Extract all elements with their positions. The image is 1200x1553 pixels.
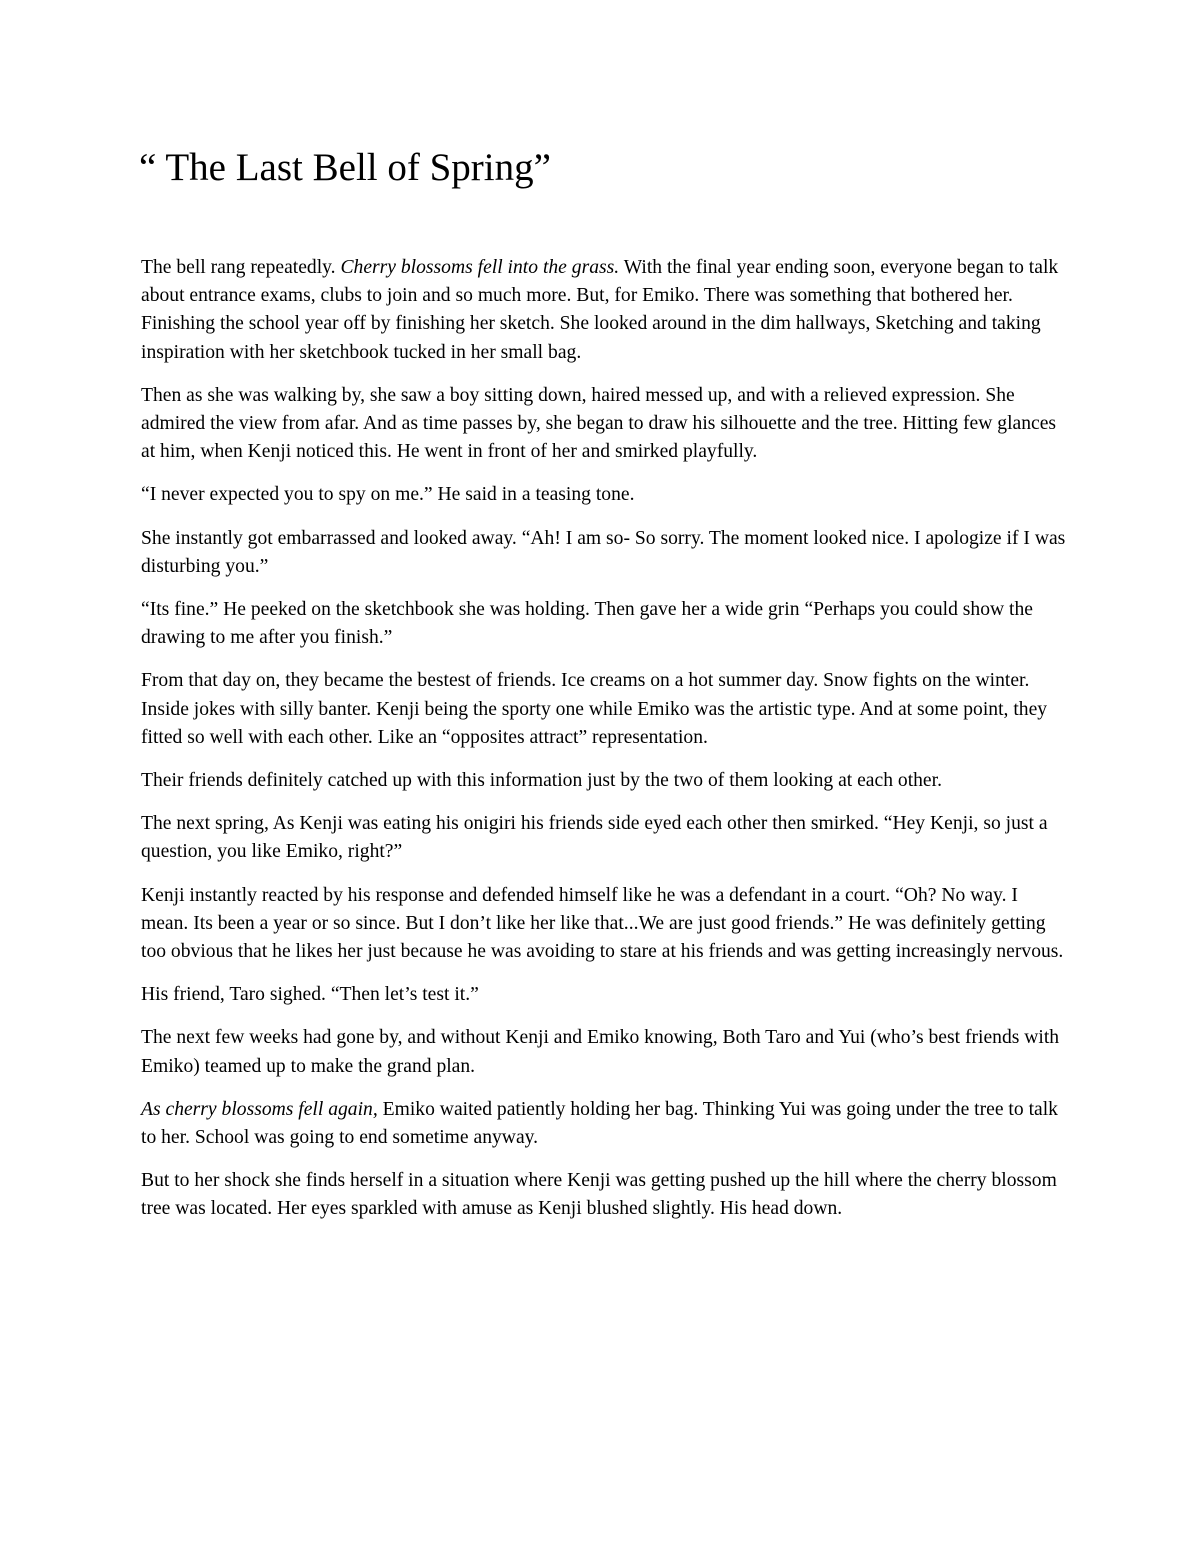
paragraph-12-italic: As cherry blossoms fell again, bbox=[141, 1098, 378, 1120]
paragraph-1-rest: With the final year ending soon, everyone began to talk about entrance exams, clubs to join and so much more. But, for Emiko. There was something that bothered her. Finishing the school year off by finishing her sketch. She looked around in the dim hallways, Sketching and taking inspiration with her sketchbook tucked in her small bag. bbox=[141, 257, 1059, 363]
paragraph-12 bbox=[141, 1096, 1066, 1152]
paragraph-7: Their friends definitely catched up with this information just by the two of them looking at each other. bbox=[141, 770, 942, 792]
paragraph-8: The next spring, As Kenji was eating his onigiri his friends side eyed each other then smirked. “Hey Kenji, so just a question, you like Emiko, right?” bbox=[141, 813, 1048, 863]
paragraph-5: “Its fine.” He peeked on the sketchbook she was holding. Then gave her a wide grin “Perhaps you could show the drawing to me after you finish.” bbox=[141, 599, 1033, 649]
paragraph-10: His friend, Taro sighed. “Then let’s test it.” bbox=[141, 984, 479, 1006]
paragraph-11: The next few weeks had gone by, and without Kenji and Emiko knowing, Both Taro and Yui (who’s best friends with Emiko) teamed up to make the grand plan. bbox=[141, 1027, 1060, 1077]
paragraph-13: But to her shock she finds herself in a situation where Kenji was getting pushed up the hill where the cherry blossom tree was located. Her eyes sparkled with amuse as Kenji blushed slightly. His head down. bbox=[141, 1170, 1057, 1220]
document-title: “ The Last Bell of Spring” bbox=[139, 146, 551, 189]
paragraph-12-rest: Emiko waited patiently holding her bag. Thinking Yui was going under the tree to talk to her. School was going to end sometime anyway. bbox=[141, 1098, 1058, 1149]
paragraph-6: From that day on, they became the bestest of friends. Ice creams on a hot summer day. Snow fights on the winter. Inside jokes with silly banter. Kenji being the sporty one while Emiko was the artistic type. And at some point, they fitted so well with each other. Like an “opposites attract” representation. bbox=[141, 670, 1048, 748]
paragraph-3: “I never expected you to spy on me.” He said in a teasing tone. bbox=[141, 484, 635, 506]
paragraph-1-italic: Cherry blossoms fell into the grass. bbox=[340, 257, 620, 278]
paragraph-2: Then as she was walking by, she saw a boy sitting down, haired messed up, and with a relieved expression. She admired the view from afar. And as time passes by, she began to draw his silhouette and the tree. Hitting few glances at him, when Kenji noticed this. He went in front of her and smirked playfully. bbox=[141, 384, 1057, 463]
paragraph-1-lead: The bell rang repeatedly. bbox=[141, 257, 341, 278]
paragraph-1 bbox=[141, 254, 1066, 367]
document-body bbox=[141, 254, 1066, 1239]
paragraph-4: She instantly got embarrassed and looked away. “Ah! I am so- So sorry. The moment looked nice. I apologize if I was disturbing you.” bbox=[141, 527, 1066, 577]
paragraph-9: Kenji instantly reacted by his response and defended himself like he was a defendant in a court. “Oh? No way. I mean. Its been a year or so since. But I don’t like her like that...We are just good friends.” He was definitely getting too obvious that he likes her just because he was avoiding to stare at his friends and was getting increasingly nervous. bbox=[141, 884, 1064, 963]
